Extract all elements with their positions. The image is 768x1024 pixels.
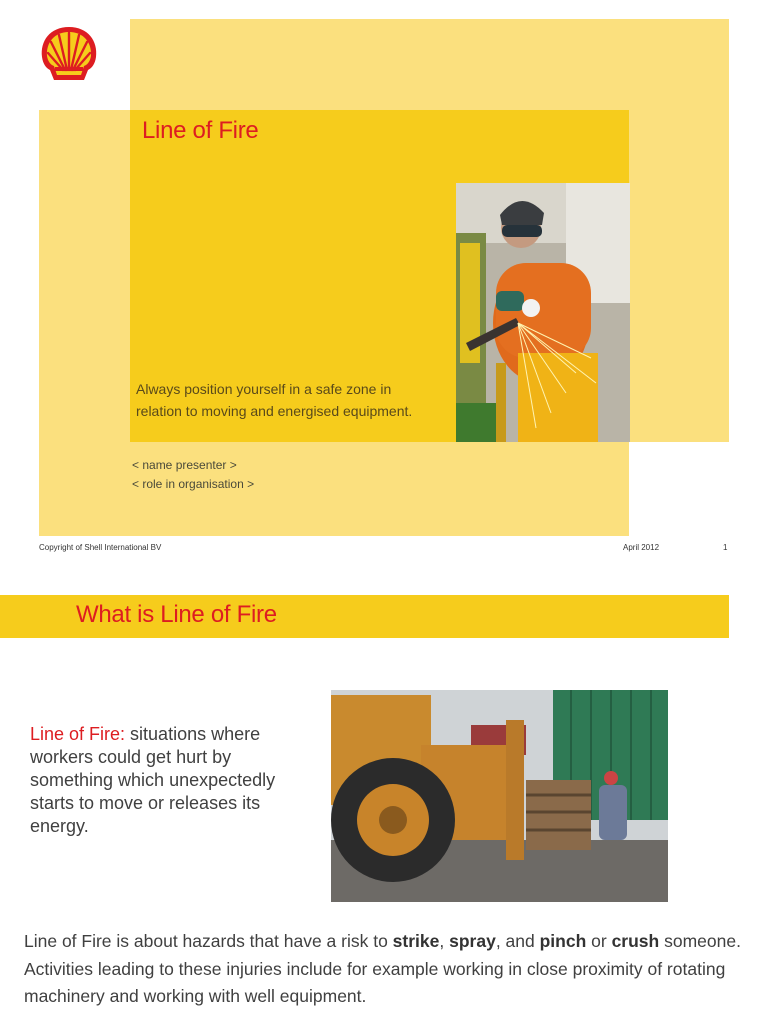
footer-copyright: Copyright of Shell International BV [39, 543, 162, 552]
shell-pecten-logo [38, 24, 100, 82]
body-text-5: someone. Activities leading to these injuries include for example working in close proximity of rotating machinery and working with well equipment. [24, 931, 741, 1006]
slide1-tagline: Always position yourself in a safe zone in relation to moving and energised equipment. [136, 381, 413, 419]
body-paragraph [24, 928, 744, 1011]
definition-body: situations where workers could get hurt by something which unexpectedly starts to move or releases its energy. [30, 724, 276, 836]
presenter-name: < name presenter > [132, 458, 237, 472]
emphasis-strike: strike [392, 931, 440, 951]
body-text-1: Line of Fire is about hazards that have a risk to [24, 931, 393, 951]
welder-photo [456, 183, 630, 442]
definition-text [30, 723, 315, 838]
footer-date: April 2012 [623, 543, 660, 552]
presenter-role: < role in organisation > [132, 477, 255, 491]
emphasis-pinch: pinch [539, 931, 587, 951]
definition-term: Line of Fire: [30, 724, 126, 744]
loader-photo [331, 690, 668, 902]
slide1-title: Line of Fire [142, 117, 259, 144]
emphasis-crush: crush [611, 931, 660, 951]
footer-page-number: 1 [723, 543, 728, 552]
emphasis-spray: spray [449, 931, 496, 951]
body-text-4: or [586, 931, 612, 951]
body-text-2: , [439, 931, 450, 951]
slide2-title: What is Line of Fire [76, 601, 277, 628]
body-text-3: , and [495, 931, 540, 951]
presenter-info [132, 456, 254, 494]
